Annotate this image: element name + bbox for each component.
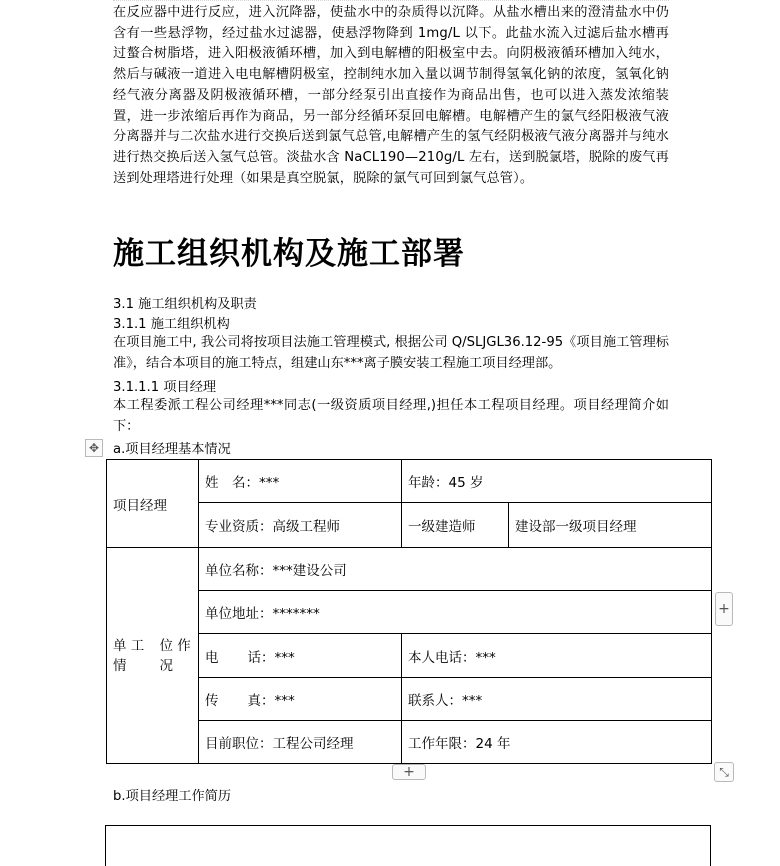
age-cell[interactable]: 年龄：45 岁 — [402, 460, 712, 503]
unit-name-cell[interactable]: 单位名称：***建设公司 — [199, 548, 712, 591]
contact-cell[interactable]: 联系人：*** — [402, 678, 712, 721]
work-label-left: 单 工 情 — [107, 548, 154, 764]
project-manager-paragraph: 本工程委派工程公司经理***同志(一级资质项目经理,)担任本工程项目经理。项目经理简介如下： — [113, 398, 669, 434]
tel-label-cell: 电 — [199, 634, 242, 678]
table-resize-icon[interactable]: ⤡ — [714, 762, 734, 782]
table-move-handle-icon[interactable]: ✥ — [85, 439, 103, 457]
pm-label-cell: 项目经理 — [107, 460, 199, 548]
fax-cell[interactable]: 真：*** — [242, 678, 402, 721]
add-row-button[interactable]: + — [392, 764, 426, 780]
name-cell[interactable]: 姓 名：*** — [199, 460, 402, 503]
label-a: a.项目经理基本情况 — [113, 442, 231, 457]
work-label-right: 位 作 况 — [154, 548, 199, 764]
qualification-2-cell[interactable]: 一级建造师 — [402, 503, 509, 548]
fax-label-cell: 传 — [199, 678, 242, 721]
label-b: b.项目经理工作简历 — [113, 789, 232, 804]
add-column-button[interactable]: + — [715, 592, 733, 626]
section-3-1-title: 3.1 施工组织机构及职责 — [113, 297, 257, 312]
process-paragraph: 在反应器中进行反应，进入沉降器，使盐水中的杂质得以沉降。从盐水槽出来的澄清盐水中仍含有一些悬浮物，经过盐水过滤器，使悬浮物降到 1mg/L 以下。此盐水流入过滤后盐水槽再过螯合树脂塔，进入阳极液循环槽，加入到电解槽的阳极室中去。向阴极液循环槽加入纯水，然后与碱液一道进入电电解槽阴极室，控制纯水加入量以调节制得氢氧化钠的浓度，氢氧化钠经气液分离器及阴极液循环槽，一部分经泵引出直接作为商品出售，也可以进入蒸发浓缩装置，进一步浓缩后再作为商品，另一部分经循环泵回电解槽。电解槽产生的氯气经阳极液气液分离器并与二次盐水进行交换后送到氯气总管,电解槽产生的氢气经阴极液气液分离器并与纯水进行热交换后送入氢气总管。淡盐水含 NaCL190—210g/L 左右，送到脱氯塔，脱除的废气再送到处理塔进行处理（如果是真空脱氯，脱除的氯气可回到氯气总管）。 — [113, 5, 669, 186]
organization-paragraph: 在项目施工中, 我公司将按项目法施工管理模式, 根据公司 Q/SLJGL36.12-95《项目施工管理标准》，结合本项目的施工特点，组建山东***离子膜安装工程施工项目经理部。 — [113, 335, 669, 371]
qualification-3-cell[interactable]: 建设部一级项目经理 — [509, 503, 712, 548]
section-3-1-1-title: 3.1.1 施工组织机构 — [113, 317, 230, 332]
section-3-1-1-1-title: 3.1.1.1 项目经理 — [113, 380, 217, 395]
section-heading: 施工组织机构及施工部署 — [113, 236, 465, 272]
years-cell[interactable]: 工作年限：24 年 — [402, 721, 712, 764]
position-cell[interactable]: 目前职位：工程公司经理 — [199, 721, 402, 764]
work-history-table[interactable] — [105, 825, 711, 866]
my-tel-cell[interactable]: 本人电话：*** — [402, 634, 712, 678]
qualification-cell[interactable]: 专业资质：高级工程师 — [199, 503, 402, 548]
tel-cell[interactable]: 话：*** — [242, 634, 402, 678]
unit-address-cell[interactable]: 单位地址：******* — [199, 591, 712, 634]
project-manager-table — [106, 459, 712, 764]
